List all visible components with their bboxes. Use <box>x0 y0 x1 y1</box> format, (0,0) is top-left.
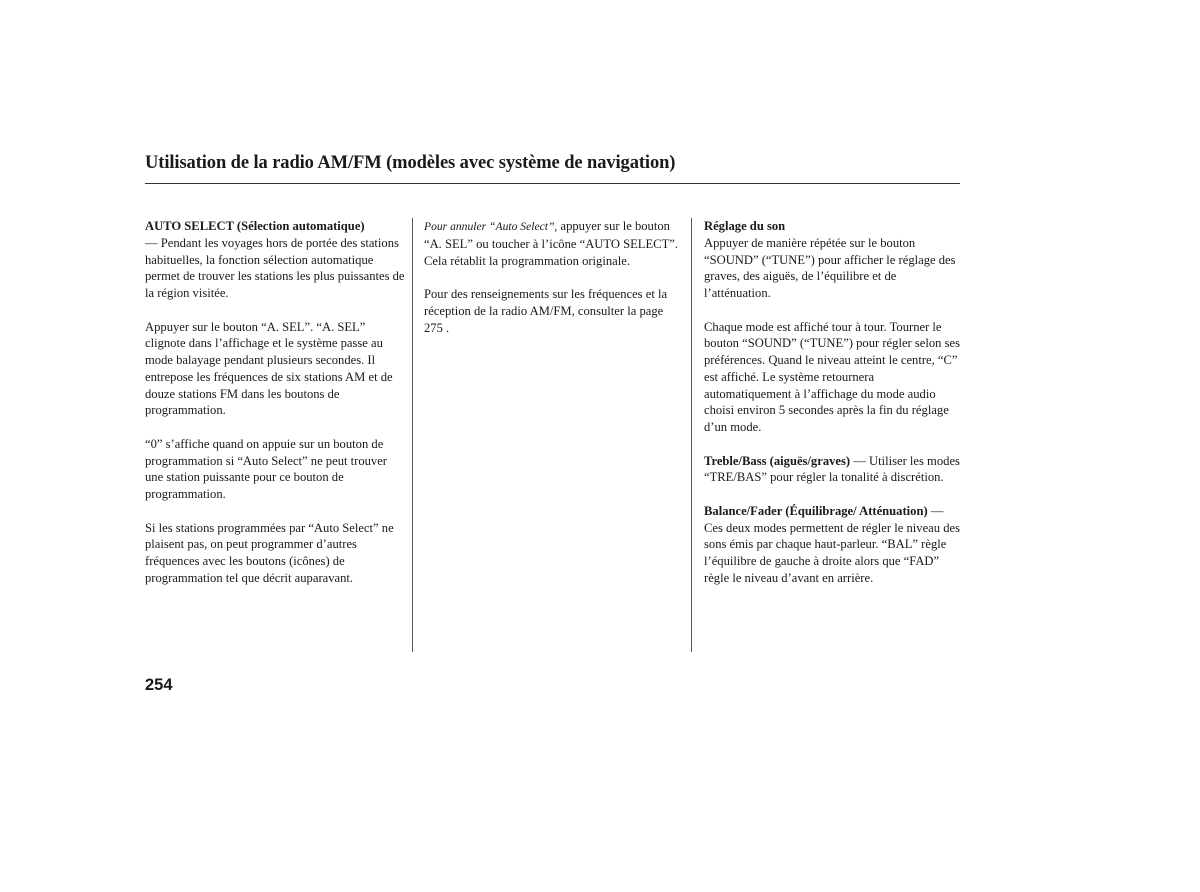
column-divider-2 <box>691 218 692 652</box>
balance-heading: Balance/Fader (Équilibrage/ Atténuation) <box>704 503 928 518</box>
treble-paragraph <box>704 453 964 487</box>
col1-paragraph-2: Appuyer sur le bouton “A. SEL”. “A. SEL” clignote dans l’affichage et le système passe au mode balayage pendant plusieurs secondes. Il entrepose les fréquences de six stations AM et de douze stations FM dans les boutons de programmation. <box>145 319 393 418</box>
column-3 <box>704 218 964 603</box>
sound-heading: Réglage du son <box>704 219 786 233</box>
col1-paragraph-4: Si les stations programmées par “Auto Select” ne plaisent pas, on peut programmer d’autres fréquences avec les boutons (icônes) de programmation tel que décrit auparavant. <box>145 520 394 585</box>
column-1 <box>145 218 405 603</box>
col1-paragraph-3: “0” s’affiche quand on appuie sur un bouton de programmation si “Auto Select” ne peut trouver une station puissante pour ce bouton de programmation. <box>145 436 388 501</box>
page-number: 254 <box>145 676 173 694</box>
cancel-italic: Pour annuler “Auto Select”, <box>424 220 558 233</box>
col3-paragraph-2: Chaque mode est affiché tour à tour. Tourner le bouton “SOUND” (“TUNE”) pour régler selon ses préférences. Quand le niveau atteint le centre, “C” est affiché. Le système retournera automatiquement à l’affichage du mode audio choisi environ 5 secondes après la fin du réglage d’un mode. <box>704 319 961 434</box>
sound-paragraph <box>704 218 964 302</box>
auto-select-paragraph <box>145 218 405 302</box>
col2-paragraph-2: Pour des renseignements sur les fréquences et la réception de la radio AM/FM, consulter la page 275 . <box>424 287 668 335</box>
cancel-paragraph <box>424 218 682 269</box>
title-divider <box>145 183 960 184</box>
cancel-text: appuyer sur le bouton “A. SEL” ou toucher à l’icône “AUTO SELECT”. Cela rétablit la programmation originale. <box>424 219 679 268</box>
treble-heading: Treble/Bass (aiguës/graves) <box>704 453 851 468</box>
auto-select-text: — Pendant les voyages hors de portée des stations habituelles, la fonction sélection automatique permet de trouver les stations les plus puissantes de la région visitée. <box>145 235 405 300</box>
balance-paragraph <box>704 503 964 587</box>
column-2 <box>424 218 682 353</box>
auto-select-heading: AUTO SELECT (Sélection automatique) <box>145 219 365 233</box>
column-divider-1 <box>412 218 413 652</box>
sound-text: Appuyer de manière répétée sur le bouton “SOUND” (“TUNE”) pour afficher le réglage des graves, des aiguës, de l’équilibre et de l’atténuation. <box>704 235 956 300</box>
treble-text: — Utiliser les modes “TRE/BAS” pour régler la tonalité à discrétion. <box>704 453 960 485</box>
page-title: Utilisation de la radio AM/FM (modèles avec système de navigation) <box>145 153 676 173</box>
balance-text: — Ces deux modes permettent de régler le niveau des sons émis par chaque haut-parleur. “BAL” règle l’équilibre de gauche à droite alors que “FAD” règle le niveau d’avant en arrière. <box>704 503 960 585</box>
